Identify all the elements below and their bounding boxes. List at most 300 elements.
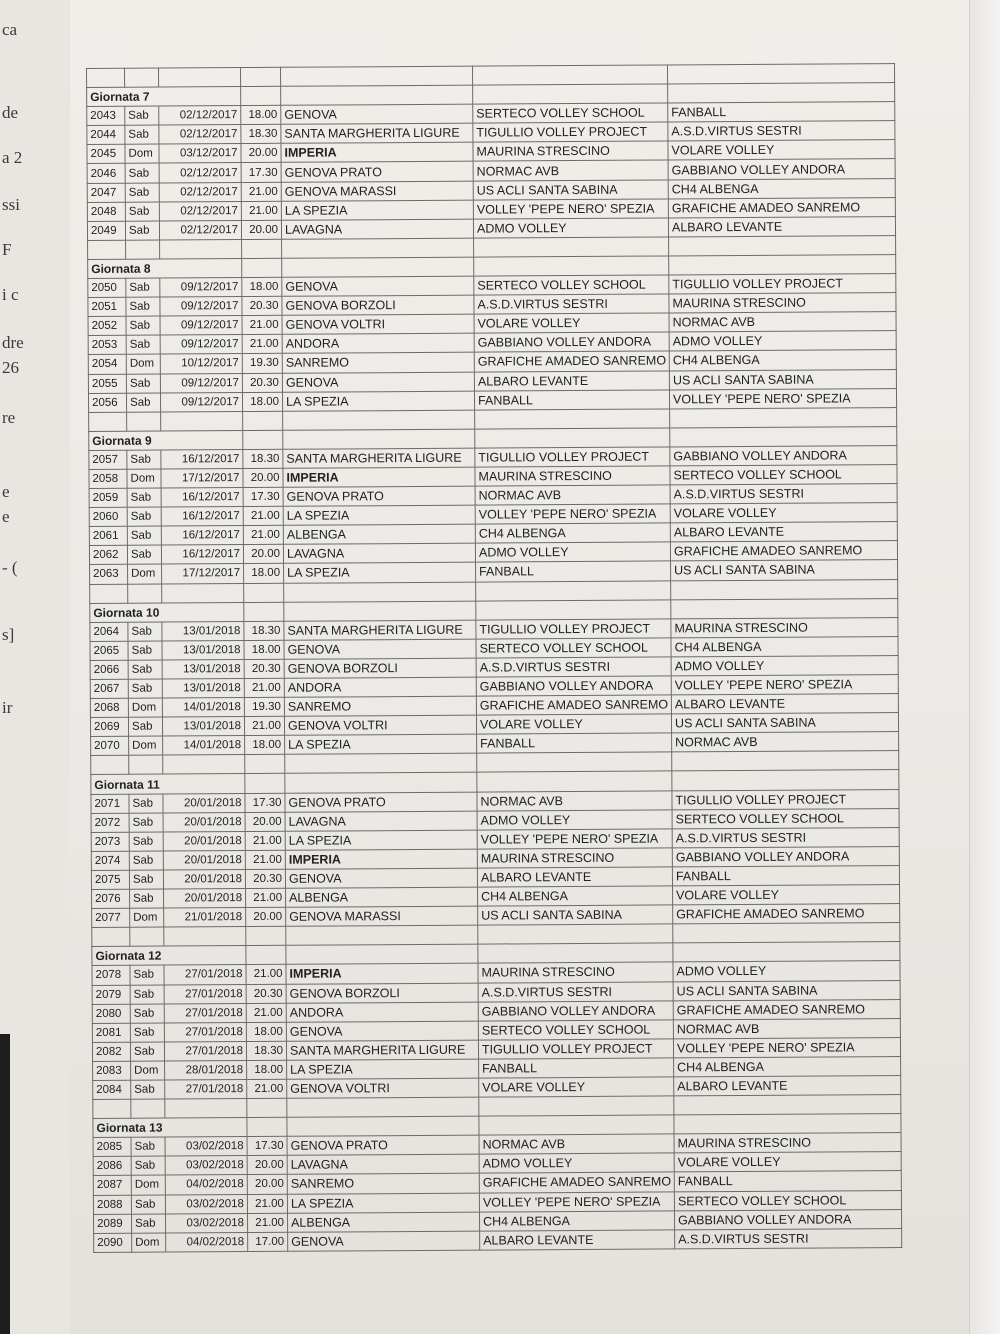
- home-team: TIGULLIO VOLLEY PROJECT: [476, 619, 671, 639]
- match-time: 17.00: [248, 1232, 288, 1251]
- match-venue-city: SANREMO: [284, 696, 476, 716]
- match-venue-city: SANTA MARGHERITA LIGURE: [283, 448, 475, 468]
- empty-cell: [473, 84, 668, 104]
- away-team: ALBARO LEVANTE: [671, 694, 898, 714]
- home-team: ADMO VOLLEY: [473, 218, 668, 238]
- match-day: Sab: [129, 794, 163, 813]
- match-day: Sab: [125, 183, 159, 202]
- away-team: VOLLEY 'PEPE NERO' SPEZIA: [673, 1037, 900, 1057]
- match-number: 2053: [88, 336, 126, 355]
- match-venue-city: LA SPEZIA: [287, 1059, 479, 1079]
- empty-cell: [92, 927, 130, 946]
- match-date: 16/12/2017: [161, 449, 243, 469]
- match-date: 17/12/2017: [161, 469, 243, 489]
- match-day: Sab: [126, 393, 160, 412]
- empty-cell: [674, 1114, 901, 1134]
- match-venue-city: LAVAGNA: [281, 219, 473, 239]
- empty-cell: [283, 429, 475, 449]
- empty-cell: [128, 584, 162, 603]
- home-team: SERTECO VOLLEY SCHOOL: [478, 1020, 673, 1040]
- away-team: VOLARE VOLLEY: [673, 885, 900, 905]
- away-team: VOLLEY 'PEPE NERO' SPEZIA: [669, 388, 896, 408]
- match-date: 20/01/2018: [163, 850, 245, 870]
- away-team: ALBARO LEVANTE: [670, 522, 897, 542]
- left-page-fragment: - (: [2, 558, 18, 577]
- match-venue-city: GENOVA BORZOLI: [282, 295, 474, 315]
- round-label: Giornata 11: [91, 774, 245, 794]
- match-venue-city: GENOVA BORZOLI: [284, 658, 476, 678]
- away-team: ADMO VOLLEY: [671, 655, 898, 675]
- match-number: 2054: [88, 355, 126, 374]
- match-venue-city: LA SPEZIA: [284, 563, 476, 583]
- match-date: 03/02/2018: [165, 1194, 247, 1214]
- match-number: 2046: [87, 164, 125, 183]
- away-team: A.S.D.VIRTUS SESTRI: [668, 121, 895, 141]
- empty-cell: [129, 755, 163, 774]
- match-date: 02/12/2017: [159, 182, 241, 202]
- match-number: 2061: [89, 527, 127, 546]
- empty-cell: [126, 240, 160, 259]
- empty-cell: [241, 67, 281, 86]
- match-day: Sab: [129, 832, 163, 851]
- match-day: Sab: [126, 316, 160, 335]
- empty-cell: [241, 86, 281, 105]
- home-team: ADMO VOLLEY: [479, 1153, 674, 1173]
- empty-cell: [165, 1099, 247, 1119]
- home-team: MAURINA STRESCINO: [473, 141, 668, 161]
- empty-cell: [242, 239, 282, 258]
- match-time: 21.00: [247, 1194, 287, 1213]
- match-time: 21.00: [244, 716, 284, 735]
- match-number: 2078: [92, 966, 130, 985]
- match-day: Dom: [132, 1233, 166, 1252]
- match-venue-city: SANTA MARGHERITA LIGURE: [281, 123, 473, 143]
- away-team: SERTECO VOLLEY SCHOOL: [672, 808, 899, 828]
- match-time: 20.00: [243, 545, 283, 564]
- match-date: 03/02/2018: [165, 1213, 247, 1233]
- left-page-fragment: F: [2, 240, 12, 259]
- match-venue-city: SANTA MARGHERITA LIGURE: [286, 1040, 478, 1060]
- match-time: 20.00: [241, 220, 281, 239]
- away-team: US ACLI SANTA SABINA: [669, 369, 896, 389]
- match-date: 02/12/2017: [159, 125, 241, 145]
- match-number: 2074: [91, 851, 129, 870]
- empty-cell: [472, 65, 667, 85]
- match-venue-city: GENOVA BORZOLI: [286, 983, 478, 1003]
- match-date: 09/12/2017: [160, 335, 242, 355]
- match-day: Sab: [130, 1023, 164, 1042]
- match-day: Sab: [126, 278, 160, 297]
- match-venue-city: SANREMO: [287, 1174, 479, 1194]
- match-time: 18.30: [243, 449, 283, 468]
- match-number: 2079: [92, 985, 130, 1004]
- match-day: Sab: [131, 1156, 165, 1175]
- away-team: TIGULLIO VOLLEY PROJECT: [672, 789, 899, 809]
- empty-cell: [671, 579, 898, 599]
- match-date: 09/12/2017: [160, 373, 242, 393]
- match-day: Sab: [126, 374, 160, 393]
- match-venue-city: ALBENGA: [286, 887, 478, 907]
- away-team: MAURINA STRESCINO: [671, 617, 898, 637]
- match-date: 02/12/2017: [159, 201, 241, 221]
- match-venue-city: LA SPEZIA: [282, 391, 474, 411]
- home-team: ADMO VOLLEY: [475, 542, 670, 562]
- away-team: MAURINA STRESCINO: [674, 1133, 901, 1153]
- match-number: 2047: [87, 183, 125, 202]
- match-venue-city: GENOVA PRATO: [281, 162, 473, 182]
- match-time: 20.30: [246, 984, 286, 1003]
- empty-cell: [474, 237, 669, 257]
- match-venue-city: IMPERIA: [281, 143, 473, 163]
- match-day: Sab: [128, 660, 162, 679]
- match-number: 2056: [88, 393, 126, 412]
- away-team: MAURINA STRESCINO: [669, 293, 896, 313]
- match-day: Sab: [126, 335, 160, 354]
- empty-cell: [669, 254, 896, 274]
- home-team: VOLARE VOLLEY: [474, 313, 669, 333]
- match-venue-city: IMPERIA: [286, 964, 478, 984]
- away-team: A.S.D.VIRTUS SESTRI: [675, 1228, 902, 1248]
- match-number: 2060: [89, 507, 127, 526]
- away-team: CH4 ALBENGA: [671, 636, 898, 656]
- match-date: 02/12/2017: [159, 106, 241, 126]
- match-time: 17.30: [245, 793, 285, 812]
- left-page-fragment: a 2: [2, 148, 23, 167]
- match-time: 17.30: [241, 163, 281, 182]
- match-day: Sab: [125, 202, 159, 221]
- match-venue-city: ANDORA: [286, 1002, 478, 1022]
- match-date: 03/12/2017: [159, 144, 241, 164]
- home-team: GRAFICHE AMADEO SANREMO: [474, 351, 669, 371]
- match-date: 02/12/2017: [159, 163, 241, 183]
- away-team: GRAFICHE AMADEO SANREMO: [668, 197, 895, 217]
- match-time: 17.30: [247, 1137, 287, 1156]
- match-venue-city: GENOVA PRATO: [285, 792, 477, 812]
- empty-cell: [667, 64, 894, 84]
- match-number: 2069: [90, 717, 128, 736]
- match-number: 2049: [87, 221, 125, 240]
- match-time: 21.00: [247, 1079, 287, 1098]
- match-day: Sab: [125, 125, 159, 144]
- empty-cell: [287, 1097, 479, 1117]
- match-venue-city: ANDORA: [282, 333, 474, 353]
- empty-cell: [88, 240, 126, 259]
- empty-cell: [243, 430, 283, 449]
- empty-cell: [671, 598, 898, 618]
- empty-cell: [87, 68, 125, 87]
- empty-cell: [284, 601, 476, 621]
- match-date: 16/12/2017: [161, 507, 243, 527]
- match-venue-city: GENOVA MARASSI: [281, 181, 473, 201]
- home-team: SERTECO VOLLEY SCHOOL: [476, 638, 671, 658]
- match-day: Sab: [128, 717, 162, 736]
- left-page-fragment: de: [2, 103, 19, 122]
- home-team: MAURINA STRESCINO: [478, 962, 673, 982]
- empty-cell: [247, 1098, 287, 1117]
- empty-cell: [93, 1099, 131, 1118]
- match-time: 21.00: [246, 1003, 286, 1022]
- schedule-table: [86, 63, 902, 1253]
- home-team: ALBARO LEVANTE: [474, 370, 669, 390]
- match-date: 27/01/2018: [164, 1041, 246, 1061]
- match-day: Dom: [129, 736, 163, 755]
- match-number: 2050: [88, 278, 126, 297]
- match-venue-city: GENOVA PRATO: [287, 1135, 479, 1155]
- match-venue-city: IMPERIA: [285, 849, 477, 869]
- match-day: Sab: [132, 1214, 166, 1233]
- match-day: Sab: [127, 507, 161, 526]
- away-team: GABBIANO VOLLEY ANDORA: [670, 445, 897, 465]
- match-day: Sab: [130, 965, 164, 984]
- empty-cell: [670, 407, 897, 427]
- match-date: 20/01/2018: [164, 889, 246, 909]
- away-team: GRAFICHE AMADEO SANREMO: [670, 541, 897, 561]
- match-time: 21.00: [242, 335, 282, 354]
- match-number: 2044: [87, 126, 125, 145]
- away-team: NORMAC AVB: [673, 1018, 900, 1038]
- away-team: FANBALL: [668, 102, 895, 122]
- match-time: 18.30: [241, 125, 281, 144]
- match-time: 17.30: [243, 487, 283, 506]
- match-date: 27/01/2018: [164, 1003, 246, 1023]
- match-date: 03/02/2018: [165, 1156, 247, 1176]
- match-number: 2067: [90, 679, 128, 698]
- match-date: 27/01/2018: [164, 984, 246, 1004]
- match-day: Sab: [129, 813, 163, 832]
- home-team: MAURINA STRESCINO: [475, 466, 670, 486]
- away-team: GABBIANO VOLLEY ANDORA: [668, 159, 895, 179]
- empty-cell: [477, 771, 672, 791]
- match-date: 03/02/2018: [165, 1137, 247, 1157]
- match-number: 2045: [87, 145, 125, 164]
- match-day: Sab: [128, 641, 162, 660]
- match-time: 19.30: [242, 354, 282, 373]
- home-team: NORMAC AVB: [477, 790, 672, 810]
- home-team: ADMO VOLLEY: [477, 810, 672, 830]
- match-time: 18.30: [246, 1041, 286, 1060]
- match-number: 2085: [93, 1137, 131, 1156]
- away-team: CH4 ALBENGA: [669, 350, 896, 370]
- empty-cell: [246, 927, 286, 946]
- match-number: 2073: [91, 832, 129, 851]
- empty-cell: [673, 942, 900, 962]
- away-team: GRAFICHE AMADEO SANREMO: [673, 904, 900, 924]
- empty-cell: [130, 927, 164, 946]
- home-team: NORMAC AVB: [475, 485, 670, 505]
- empty-cell: [474, 256, 669, 276]
- away-team: GABBIANO VOLLEY ANDORA: [672, 846, 899, 866]
- match-date: 16/12/2017: [161, 545, 243, 565]
- left-page-fragment: e: [2, 482, 10, 501]
- match-day: Sab: [130, 985, 164, 1004]
- match-time: 19.30: [244, 697, 284, 716]
- match-date: 13/01/2018: [162, 717, 244, 737]
- match-date: 14/01/2018: [162, 698, 244, 718]
- round-label: Giornata 8: [88, 258, 242, 278]
- match-venue-city: GENOVA: [281, 104, 473, 124]
- match-number: 2087: [93, 1176, 131, 1195]
- empty-cell: [476, 600, 671, 620]
- match-time: 20.00: [241, 144, 281, 163]
- left-page-fragment: e: [2, 507, 10, 526]
- empty-cell: [283, 410, 475, 430]
- left-page-fragment: 26: [2, 358, 19, 377]
- away-team: SERTECO VOLLEY SCHOOL: [670, 465, 897, 485]
- match-day: Sab: [131, 1195, 165, 1214]
- match-number: 2057: [89, 450, 127, 469]
- empty-cell: [286, 925, 478, 945]
- match-number: 2059: [89, 488, 127, 507]
- match-venue-city: GENOVA MARASSI: [286, 906, 478, 926]
- home-team: MAURINA STRESCINO: [477, 848, 672, 868]
- match-date: 21/01/2018: [164, 908, 246, 928]
- match-day: Dom: [127, 469, 161, 488]
- match-time: 20.00: [247, 1175, 287, 1194]
- match-number: 2088: [93, 1195, 131, 1214]
- round-label: Giornata 10: [90, 602, 244, 622]
- match-number: 2062: [89, 546, 127, 565]
- match-venue-city: LA SPEZIA: [281, 200, 473, 220]
- match-day: Sab: [131, 1080, 165, 1099]
- match-venue-city: GENOVA: [282, 372, 474, 392]
- match-day: Dom: [125, 144, 159, 163]
- empty-cell: [162, 583, 244, 603]
- match-day: Sab: [127, 488, 161, 507]
- empty-cell: [478, 924, 673, 944]
- match-venue-city: SANTA MARGHERITA LIGURE: [284, 620, 476, 640]
- home-team: VOLARE VOLLEY: [476, 714, 671, 734]
- match-time: 21.00: [241, 182, 281, 201]
- match-time: 18.00: [245, 736, 285, 755]
- away-team: GABBIANO VOLLEY ANDORA: [674, 1209, 901, 1229]
- match-venue-city: GENOVA PRATO: [283, 486, 475, 506]
- empty-cell: [164, 927, 246, 947]
- match-day: Sab: [131, 1137, 165, 1156]
- away-team: FANBALL: [672, 865, 899, 885]
- match-day: Sab: [127, 526, 161, 545]
- match-day: Dom: [126, 354, 160, 373]
- match-number: 2077: [92, 908, 130, 927]
- empty-cell: [163, 755, 245, 775]
- match-number: 2083: [93, 1061, 131, 1080]
- match-date: 27/01/2018: [164, 965, 246, 985]
- empty-cell: [476, 580, 671, 600]
- match-date: 28/01/2018: [165, 1060, 247, 1080]
- match-venue-city: ALBENGA: [283, 524, 475, 544]
- match-date: 09/12/2017: [160, 278, 242, 298]
- match-date: 04/02/2018: [165, 1175, 247, 1195]
- match-date: 09/12/2017: [160, 297, 242, 317]
- match-number: 2043: [87, 106, 125, 125]
- match-day: Dom: [130, 908, 164, 927]
- empty-cell: [159, 68, 241, 88]
- empty-cell: [243, 411, 283, 430]
- empty-cell: [90, 584, 128, 603]
- match-time: 18.00: [247, 1060, 287, 1079]
- match-venue-city: GENOVA: [284, 639, 476, 659]
- match-date: 04/02/2018: [166, 1232, 248, 1252]
- home-team: GABBIANO VOLLEY ANDORA: [478, 1001, 673, 1021]
- empty-cell: [475, 428, 670, 448]
- match-date: 16/12/2017: [161, 488, 243, 508]
- empty-cell: [478, 943, 673, 963]
- match-date: 20/01/2018: [163, 793, 245, 813]
- empty-cell: [286, 944, 478, 964]
- match-time: 21.00: [243, 506, 283, 525]
- empty-cell: [672, 770, 899, 790]
- match-number: 2089: [94, 1214, 132, 1233]
- match-time: 18.00: [242, 277, 282, 296]
- away-team: FANBALL: [674, 1171, 901, 1191]
- match-number: 2064: [90, 622, 128, 641]
- away-team: US ACLI SANTA SABINA: [673, 980, 900, 1000]
- match-number: 2082: [92, 1042, 130, 1061]
- empty-cell: [91, 756, 129, 775]
- match-day: Sab: [129, 870, 163, 889]
- empty-cell: [160, 239, 242, 259]
- home-team: GRAFICHE AMADEO SANREMO: [479, 1172, 674, 1192]
- match-time: 20.30: [242, 296, 282, 315]
- empty-cell: [245, 774, 285, 793]
- match-day: Sab: [130, 889, 164, 908]
- home-team: FANBALL: [476, 561, 671, 581]
- away-team: US ACLI SANTA SABINA: [671, 713, 898, 733]
- round-label: Giornata 13: [93, 1118, 247, 1138]
- match-time: 21.00: [242, 316, 282, 335]
- match-date: 20/01/2018: [163, 869, 245, 889]
- left-page-fragment: re: [2, 408, 16, 427]
- match-time: 18.00: [246, 1022, 286, 1041]
- match-time: 20.30: [244, 659, 284, 678]
- home-team: VOLLEY 'PEPE NERO' SPEZIA: [479, 1191, 674, 1211]
- home-team: SERTECO VOLLEY SCHOOL: [473, 103, 668, 123]
- home-team: CH4 ALBENGA: [479, 1211, 674, 1231]
- match-day: Sab: [125, 106, 159, 125]
- empty-cell: [246, 946, 286, 965]
- match-venue-city: LA SPEZIA: [287, 1193, 479, 1213]
- match-date: 13/01/2018: [162, 659, 244, 679]
- match-time: 20.30: [245, 869, 285, 888]
- match-day: Dom: [128, 564, 162, 583]
- home-team: TIGULLIO VOLLEY PROJECT: [473, 122, 668, 142]
- empty-cell: [280, 66, 472, 86]
- match-time: 18.00: [244, 640, 284, 659]
- match-date: 13/01/2018: [162, 621, 244, 641]
- home-team: VOLLEY 'PEPE NERO' SPEZIA: [475, 504, 670, 524]
- empty-cell: [672, 751, 899, 771]
- empty-cell: [245, 755, 285, 774]
- match-date: 17/12/2017: [162, 564, 244, 584]
- away-team: TIGULLIO VOLLEY PROJECT: [669, 274, 896, 294]
- home-team: FANBALL: [477, 733, 672, 753]
- schedule-page: [70, 0, 1000, 1334]
- left-page-fragment: ssi: [2, 195, 20, 214]
- match-time: 20.00: [243, 468, 283, 487]
- match-number: 2063: [90, 565, 128, 584]
- match-venue-city: ANDORA: [284, 677, 476, 697]
- away-team: CH4 ALBENGA: [668, 178, 895, 198]
- schedule-body: [87, 64, 902, 1253]
- match-time: 21.00: [243, 526, 283, 545]
- away-team: NORMAC AVB: [669, 312, 896, 332]
- round-label: Giornata 7: [87, 87, 241, 107]
- match-day: Dom: [131, 1061, 165, 1080]
- match-date: 02/12/2017: [159, 220, 241, 240]
- match-time: 18.00: [244, 564, 284, 583]
- home-team: SERTECO VOLLEY SCHOOL: [474, 275, 669, 295]
- match-venue-city: ALBENGA: [287, 1212, 479, 1232]
- empty-cell: [477, 752, 672, 772]
